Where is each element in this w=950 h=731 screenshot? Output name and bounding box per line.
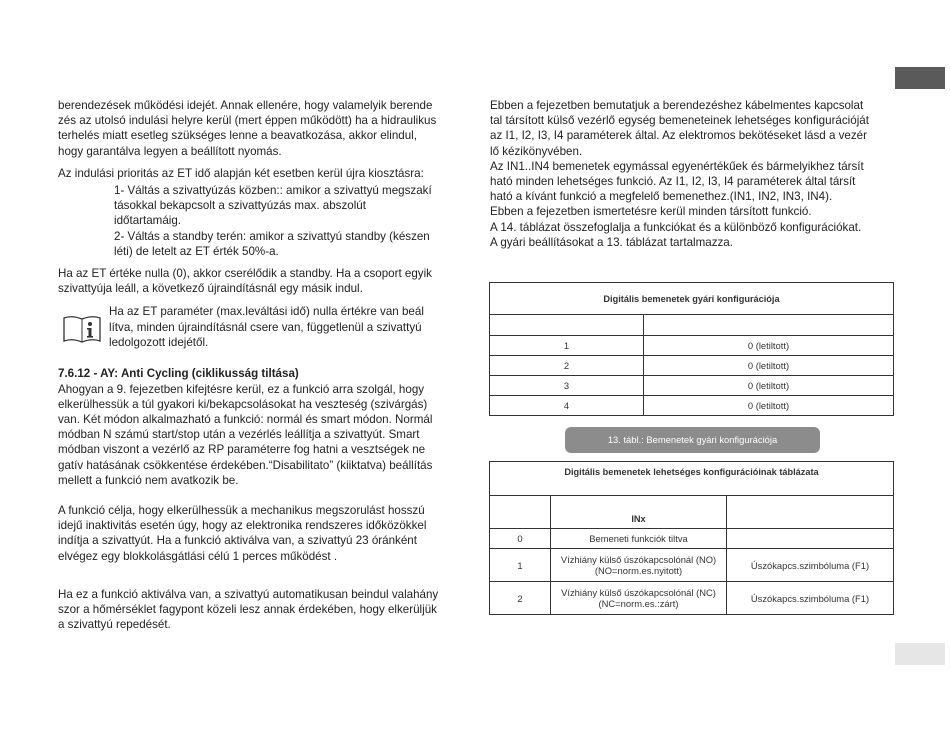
text-line: az I1, I2, I3, I4 paraméterek által. Az elektromos bekötéseket lásd a vezér [490, 129, 867, 143]
table-cell: Úszókapcs.szimbóluma (F1) [727, 582, 894, 615]
table-cell: 2 [490, 356, 644, 376]
table-cell: Bemeneti funkciók tiltva [551, 529, 727, 549]
text-line: Ha az ET paraméter (max.leváltási idő) nulla értékre van beál [109, 305, 424, 319]
info-note-text [109, 304, 462, 350]
text-line: elkerülhessük a túl gyakori ki/bekapcsolásokat ha veszteség (szivárgás) [58, 397, 428, 411]
text-line: idejű inaktivitás esetén úgy, hogy az elektronika rendszeres időközökkel [58, 519, 427, 533]
table-cell: Úszókapcs.szimbóluma (F1) [727, 549, 894, 582]
possible-config-table [489, 461, 894, 615]
left-column [58, 98, 462, 632]
text-line: gatív hatásának csökkentése érdekében.“Disabilitato” (kiiktatva) beállítás [58, 458, 433, 472]
page-tab-marker [895, 67, 945, 89]
text-line: ható a kívánt funkció a megfelelő bemenethez.(IN1, IN2, IN3, IN4). [490, 190, 833, 204]
text-line: a szivattyú repedését. [58, 618, 171, 632]
paragraph-priority: Az indulási prioritás az ET idő alapján két esetben kerül újra kiosztásra: [58, 166, 424, 180]
text-line: A funkció célja, hogy elkerülhessük a mechanikus megszorulást hosszú [58, 504, 425, 518]
text-line: hogy garantálva legyen a beállított nyomás. [58, 144, 282, 158]
text-line: módban N számú start/stop után a vezérlés leállítja a szivattyút. Smart [58, 428, 420, 442]
text-line: Ebben a fejezetben ismertetésre kerül minden társított funkció. [490, 205, 812, 219]
table-cell: 3 [490, 376, 644, 396]
table-title: Digitális bemenetek lehetséges konfigurációinak táblázata [490, 462, 894, 496]
text-line: tásokkal bekapcsolt a szivattyúzás max. abszolút [114, 199, 366, 213]
text-line: léti) de letelt az ET érték 50%-a. [114, 244, 279, 258]
text-line: Ha az ET értéke nulla (0), akkor cserélődik a standby. Ha a csoport egyik [58, 267, 432, 281]
table-cell: 1 [490, 336, 644, 356]
table-cell: 4 [490, 396, 644, 416]
info-note [58, 304, 462, 360]
text-line: ledolgozott idejétől. [109, 335, 209, 349]
right-column [490, 98, 894, 250]
text-line: A gyári beállításokat a 13. táblázat tartalmazza. [490, 235, 733, 249]
paragraph-antifreeze [58, 587, 462, 633]
factory-config-table [489, 282, 894, 416]
book-info-icon [62, 314, 102, 344]
text-line: van. Két módon alkalmazható a funkció: normál és smart módon. Normál [58, 413, 433, 427]
paragraph-inputs [490, 98, 894, 250]
text-line: 2- Váltás a standby terén: amikor a szivattyú standby (készen [114, 229, 430, 243]
text-line: Ebben a fejezetben bemutatjuk a berendezéshez kábelmentes kapcsolat [490, 99, 864, 112]
text-line: zés az utolsó indulási helyre kerül (mert éppen működött) ha a hidraulikus [58, 114, 437, 128]
table-cell [727, 529, 894, 549]
text-line: ható minden lehetséges funkció. Az I1, I2, I3, I4 paraméterek által társít [490, 175, 856, 189]
table-cell: 0 [490, 529, 551, 549]
table-cell: Vízhiány külső úszókapcsolónál (NC)(NC=norm.es.:zárt) [551, 582, 727, 615]
section-title: 7.6.12 - AY: Anti Cycling (ciklikusság tiltása) [58, 367, 299, 381]
text-line: Ha ez a funkció aktiválva van, a szivattyú automatikusan beindul valahány [58, 587, 439, 601]
table-title: Digitális bemenetek gyári konfigurációja [490, 283, 894, 315]
text-line: terhelés miatt esetleg szükséges lenne a beavatkozása, akkor elindul, [58, 129, 417, 143]
text-line: lő kézikönyvében. [490, 144, 583, 158]
table-cell: 0 (letiltott) [644, 336, 894, 356]
table-header-inx: INx [551, 496, 727, 529]
table-cell: Vízhiány külső úszókapcsolónál (NO) (NO=norm.es.nyitott) [551, 549, 727, 582]
paragraph-antilock [58, 503, 462, 564]
text-line: szivattyúja leáll, a következő újraindításnál egy másik indul. [58, 282, 363, 296]
text-line: szor a hőmérséklet fagypont közeli lesz annak érdekében, hogy elkerüljük [58, 603, 437, 617]
text-line: időtartamáig. [114, 214, 182, 228]
paragraph-et-zero [58, 266, 462, 296]
table-cell: 0 (letiltott) [644, 396, 894, 416]
paragraph-anticycling [58, 382, 462, 488]
text-line: indítja a szivattyút. Ha a funkció aktiválva van, a szivattyú 23 óránként [58, 534, 417, 548]
table-cell: 0 (letiltott) [644, 376, 894, 396]
text-line: Az IN1..IN4 bemenetek egymással egyenértékűek és bármelyikhez társít [490, 159, 864, 173]
text-line: A 14. táblázat összefoglalja a funkciókat és a különböző konfigurációkat. [490, 220, 862, 234]
text-line: Ahogyan a 9. fejezetben kifejtésre kerül, ez a funkció arra szolgál, hogy [58, 382, 425, 396]
text-line: lítva, minden újraindításnál csere van, függetlenül a szivattyú [109, 320, 422, 334]
text-line: elvégez egy blokkolásgátlási célú 1 perces működést . [58, 549, 338, 563]
page-tab-marker-bottom [895, 643, 945, 665]
text-line: mellett a funkció nem avatkozik be. [58, 473, 239, 487]
paragraph-intro [58, 98, 462, 159]
text-line: berendezések működési idejét. Annak ellenére, hogy valamelyik berende [58, 99, 433, 112]
text-line: módban viszont a vezérlő az RP paraméterre fog hatni a vesztségek ne [58, 443, 426, 457]
table-cell: 2 [490, 582, 551, 615]
table-cell: 1 [490, 549, 551, 582]
list-cases [58, 183, 462, 259]
text-line: 1- Váltás a szivattyúzás közben:: amikor a szivattyú megszakí [114, 184, 432, 198]
table-cell: 0 (letiltott) [644, 356, 894, 376]
table-caption: 13. tábl.: Bemenetek gyári konfigurációja [565, 427, 820, 453]
text-line: tal társított külső vezérlő egység bemeneteinek lehetséges konfigurációját [490, 114, 869, 128]
